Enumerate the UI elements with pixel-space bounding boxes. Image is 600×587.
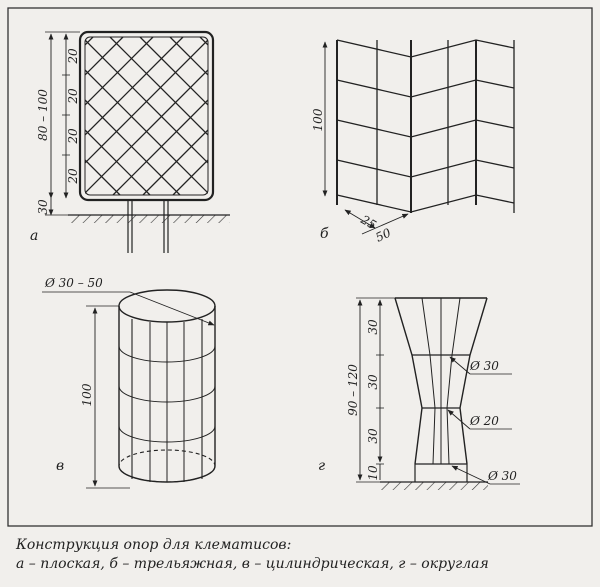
panel-a-diagonal-mesh	[0, 37, 358, 195]
panel-g-dim-diameter-top: Ø 30	[470, 359, 499, 373]
panel-g-rounded-support	[356, 298, 520, 490]
panel-b-dim-width-large: 50	[373, 225, 394, 245]
figure-caption	[16, 536, 586, 574]
panel-v-label: в	[56, 458, 65, 474]
panel-b-dim-height: 100	[311, 108, 325, 132]
panel-g-label: г	[318, 458, 326, 474]
panel-v-cylindrical-support	[42, 290, 215, 488]
caption-legend: а – плоская, б – трельяжная, в – цилиндрическая, г – округлая	[16, 556, 489, 572]
panel-a-dim-base: 30	[36, 199, 50, 215]
panel-v-dim-height: 100	[80, 383, 94, 407]
panel-g-dim-diameter-middle: Ø 20	[470, 414, 499, 428]
panel-b-label: б	[320, 226, 329, 242]
panel-a-dim-cell-3: 20	[66, 128, 80, 144]
panel-a-flat-support	[0, 32, 358, 253]
panel-g-dim-section-3: 30	[366, 428, 380, 444]
panel-a-dim-cell-4: 20	[66, 168, 80, 184]
panel-b-trellis-support	[325, 40, 514, 234]
panel-g-dim-diameter-bottom: Ø 30	[488, 469, 517, 483]
panel-b-dim-width-small: 25	[358, 212, 379, 233]
panel-g-dim-section-1: 30	[366, 319, 380, 335]
panel-g-dim-base: 10	[366, 465, 380, 481]
panel-a-ground-hatch	[68, 215, 230, 223]
caption-title: Конструкция опор для клематисов:	[16, 537, 292, 553]
panel-a-dim-cell-2: 20	[66, 88, 80, 104]
panel-a-dim-cell-1: 20	[66, 48, 80, 64]
panel-a-label: а	[30, 228, 39, 244]
panel-g-dim-total: 90 – 120	[346, 364, 360, 416]
panel-a-dim-total: 80 – 100	[36, 89, 50, 141]
panel-v-dim-diameter: Ø 30 – 50	[45, 276, 103, 290]
panel-g-dim-section-2: 30	[366, 374, 380, 390]
